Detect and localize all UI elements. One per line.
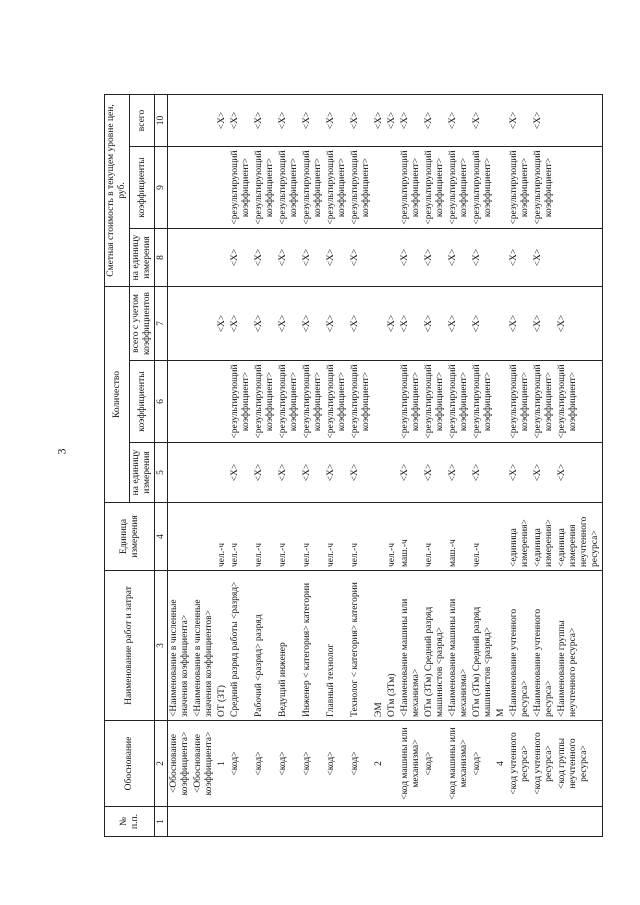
cell-cost-coef <box>192 147 216 229</box>
table-row <box>301 94 325 836</box>
cell-cost-per-unit: <X> <box>253 229 277 287</box>
header-name: Наименование работ и затрат <box>105 571 155 721</box>
cell-qty-coef: <результирующий коэффициент> <box>508 361 532 443</box>
cell-basis: <код> <box>301 721 325 807</box>
header-cost-total: всего <box>130 94 155 146</box>
cell-qty-coef <box>386 361 399 443</box>
header-cost-per-unit: на единицу измерения <box>130 229 155 287</box>
cell-qty-per-unit: <X> <box>471 443 495 503</box>
cell-basis: <Обоснование коэффициента> <box>168 721 193 807</box>
cell-qty-total: <X> <box>386 287 399 361</box>
cell-cost-coef <box>373 147 386 229</box>
table-row <box>471 94 495 836</box>
cell-qty-coef: <результирующий коэффициент> <box>277 361 301 443</box>
cell-cost-coef: <результирующий коэффициент> <box>399 147 423 229</box>
cell-qty-per-unit: <X> <box>508 443 532 503</box>
cell-name: М <box>495 571 508 721</box>
cell-qty-total: <X> <box>508 287 532 361</box>
cell-cost-coef: <результирующий коэффициент> <box>423 147 447 229</box>
cell-cost-total <box>495 94 508 146</box>
cell-basis: <код учтенного ресурса> <box>508 721 532 807</box>
table-row <box>386 94 399 836</box>
cell-unit: <единица измерения> <box>508 503 532 571</box>
cell-qty-coef: <результирующий коэффициент> <box>447 361 471 443</box>
cell-unit: чел.-ч <box>277 503 301 571</box>
cell-unit: маш.-ч <box>399 503 423 571</box>
cell-qty-coef: <результирующий коэффициент> <box>532 361 556 443</box>
cell-cost-coef: <результирующий коэффициент> <box>301 147 325 229</box>
cell-qty-coef: <результирующий коэффициент> <box>253 361 277 443</box>
cell-unit <box>373 503 386 571</box>
cell-unit <box>495 503 508 571</box>
table-row <box>325 94 349 836</box>
cell-name: ОТ (ЗТ) <box>216 571 229 721</box>
cell-cost-total: <X> <box>229 94 253 146</box>
cell-qty-per-unit: <X> <box>301 443 325 503</box>
cell-cost-total <box>168 94 193 146</box>
cell-basis: 1 <box>216 721 229 807</box>
cell-unit: <единица измерения неучтенного ресурса> <box>556 503 603 571</box>
cell-no <box>192 807 216 837</box>
cell-qty-total <box>192 287 216 361</box>
cell-name: ОТм (ЗТм) Средний разряд машинистов <разряд> <box>471 571 495 721</box>
cell-name: <Наименование в численные значения коэффициентов> <box>192 571 216 721</box>
table-row <box>277 94 301 836</box>
cell-cost-total: <X> <box>216 94 229 146</box>
cell-qty-total: <X> <box>301 287 325 361</box>
cell-basis: <код> <box>253 721 277 807</box>
cell-cost-per-unit: <X> <box>325 229 349 287</box>
cell-no <box>471 807 495 837</box>
header-quantity: Количество <box>105 287 130 503</box>
cell-no <box>229 807 253 837</box>
header-no: № п.п. <box>105 807 155 837</box>
cell-qty-coef: <результирующий коэффициент> <box>423 361 447 443</box>
cell-cost-per-unit: <X> <box>399 229 423 287</box>
cell-no <box>495 807 508 837</box>
cell-cost-per-unit: <X> <box>277 229 301 287</box>
cell-qty-total: <X> <box>253 287 277 361</box>
cell-no <box>301 807 325 837</box>
cell-no <box>349 807 373 837</box>
cell-qty-per-unit: <X> <box>532 443 556 503</box>
cell-basis: <Обоснование коэффициента> <box>192 721 216 807</box>
cell-qty-per-unit: <X> <box>447 443 471 503</box>
cell-cost-coef <box>168 147 193 229</box>
cell-qty-total: <X> <box>216 287 229 361</box>
col-number: 3 <box>155 571 168 721</box>
cell-cost-coef: <результирующий коэффициент> <box>532 147 556 229</box>
cell-cost-coef <box>556 147 603 229</box>
cell-qty-per-unit <box>192 443 216 503</box>
header-cost: Сметная стоимость в текущем уровне цен, руб. <box>105 94 130 286</box>
cell-basis: 4 <box>495 721 508 807</box>
cell-basis: <код> <box>423 721 447 807</box>
cell-cost-per-unit: <X> <box>423 229 447 287</box>
cell-qty-total: <X> <box>447 287 471 361</box>
cell-cost-coef: <результирующий коэффициент> <box>349 147 373 229</box>
cell-qty-per-unit: <X> <box>325 443 349 503</box>
col-number: 2 <box>155 721 168 807</box>
cell-qty-total: <X> <box>229 287 253 361</box>
header-qty-per-unit: на единицу измерения <box>130 443 155 503</box>
estimate-table <box>104 94 603 837</box>
cell-cost-total <box>192 94 216 146</box>
table-row <box>216 94 229 836</box>
table-row <box>532 94 556 836</box>
col-number: 8 <box>155 229 168 287</box>
cell-unit: чел.-ч <box>325 503 349 571</box>
cell-unit: маш.-ч <box>447 503 471 571</box>
cell-name: <Наименование в численные значения коэффициента> <box>168 571 193 721</box>
cell-cost-per-unit: <X> <box>229 229 253 287</box>
table-row <box>508 94 532 836</box>
cell-cost-total <box>556 94 603 146</box>
cell-qty-total: <X> <box>349 287 373 361</box>
rotated-estimate-table <box>104 95 600 837</box>
cell-cost-per-unit: <X> <box>301 229 325 287</box>
cell-basis: <код> <box>325 721 349 807</box>
cell-unit: <единица измерения> <box>532 503 556 571</box>
header-qty-coef: коэффициенты <box>130 361 155 443</box>
cell-cost-per-unit: <X> <box>447 229 471 287</box>
cell-name: Средний разряд работы <разряд> <box>229 571 253 721</box>
cell-no <box>253 807 277 837</box>
cell-qty-total <box>168 287 193 361</box>
cell-qty-total: <X> <box>399 287 423 361</box>
cell-qty-per-unit <box>216 443 229 503</box>
cell-no <box>168 807 193 837</box>
cell-name: ОТм (ЗТм) Средний разряд машинистов <разряд> <box>423 571 447 721</box>
cell-qty-coef <box>373 361 386 443</box>
cell-qty-per-unit: <X> <box>277 443 301 503</box>
header-cost-coef: коэффициенты <box>130 147 155 229</box>
cell-cost-total: <X> <box>386 94 399 146</box>
cell-cost-total: <X> <box>325 94 349 146</box>
cell-qty-total: <X> <box>532 287 556 361</box>
cell-cost-per-unit: <X> <box>471 229 495 287</box>
cell-no <box>447 807 471 837</box>
cell-no <box>556 807 603 837</box>
cell-name: Рабочий <разряд> разряд <box>253 571 277 721</box>
cell-cost-total: <X> <box>373 94 386 146</box>
header-qty-total: всего с учетом коэффициентов <box>130 287 155 361</box>
cell-cost-coef <box>495 147 508 229</box>
cell-no <box>508 807 532 837</box>
table-row <box>349 94 373 836</box>
cell-name: ЭМ <box>373 571 386 721</box>
cell-qty-per-unit: <X> <box>229 443 253 503</box>
cell-qty-coef: <результирующий коэффициент> <box>399 361 423 443</box>
cell-cost-per-unit <box>192 229 216 287</box>
cell-no <box>532 807 556 837</box>
cell-basis: <код> <box>349 721 373 807</box>
col-number: 5 <box>155 443 168 503</box>
cell-qty-per-unit: <X> <box>349 443 373 503</box>
cell-no <box>216 807 229 837</box>
cell-no <box>373 807 386 837</box>
cell-unit: чел.-ч <box>301 503 325 571</box>
col-number: 1 <box>155 807 168 837</box>
table-row <box>373 94 386 836</box>
cell-qty-coef <box>192 361 216 443</box>
cell-no <box>399 807 423 837</box>
cell-no <box>277 807 301 837</box>
cell-basis: 2 <box>373 721 386 807</box>
cell-qty-per-unit <box>495 443 508 503</box>
cell-qty-per-unit: <X> <box>423 443 447 503</box>
cell-name: <Наименование учтенного ресурса> <box>532 571 556 721</box>
cell-unit <box>168 503 193 571</box>
cell-cost-per-unit: <X> <box>532 229 556 287</box>
cell-qty-coef: <результирующий коэффициент> <box>325 361 349 443</box>
cell-cost-per-unit <box>168 229 193 287</box>
cell-cost-total: <X> <box>532 94 556 146</box>
table-row <box>399 94 423 836</box>
cell-cost-per-unit <box>373 229 386 287</box>
cell-cost-total: <X> <box>277 94 301 146</box>
cell-unit: чел.-ч <box>216 503 229 571</box>
col-number: 4 <box>155 503 168 571</box>
cell-qty-per-unit <box>386 443 399 503</box>
cell-cost-total: <X> <box>301 94 325 146</box>
cell-unit: чел.-ч <box>229 503 253 571</box>
col-number: 10 <box>155 94 168 146</box>
cell-basis: <код учтенного ресурса> <box>532 721 556 807</box>
cell-qty-total: <X> <box>556 287 603 361</box>
cell-basis: <код> <box>229 721 253 807</box>
cell-cost-per-unit: <X> <box>508 229 532 287</box>
cell-qty-total <box>373 287 386 361</box>
table-row <box>423 94 447 836</box>
cell-unit: чел.-ч <box>386 503 399 571</box>
cell-name: <Наименование машины или механизма> <box>447 571 471 721</box>
cell-basis <box>386 721 399 807</box>
cell-qty-coef: <результирующий коэффициент> <box>556 361 603 443</box>
cell-qty-per-unit <box>168 443 193 503</box>
table-row <box>447 94 471 836</box>
cell-qty-total: <X> <box>325 287 349 361</box>
cell-cost-coef: <результирующий коэффициент> <box>471 147 495 229</box>
cell-cost-coef: <результирующий коэффициент> <box>229 147 253 229</box>
cell-qty-coef: <результирующий коэффициент> <box>349 361 373 443</box>
table-row <box>192 94 216 836</box>
cell-qty-per-unit: <X> <box>399 443 423 503</box>
cell-qty-coef: <результирующий коэффициент> <box>301 361 325 443</box>
cell-cost-per-unit: <X> <box>349 229 373 287</box>
cell-qty-coef <box>216 361 229 443</box>
cell-no <box>423 807 447 837</box>
table-row <box>495 94 508 836</box>
cell-name: Технолог < категория> категории <box>349 571 373 721</box>
cell-cost-per-unit <box>216 229 229 287</box>
table-row <box>229 94 253 836</box>
cell-cost-coef <box>386 147 399 229</box>
cell-unit: чел.-ч <box>423 503 447 571</box>
cell-cost-per-unit <box>556 229 603 287</box>
cell-qty-coef <box>495 361 508 443</box>
cell-name: <Наименование машины или механизма> <box>399 571 423 721</box>
cell-cost-total: <X> <box>399 94 423 146</box>
cell-no <box>386 807 399 837</box>
cell-qty-per-unit: <X> <box>556 443 603 503</box>
cell-cost-per-unit <box>495 229 508 287</box>
cell-cost-total: <X> <box>447 94 471 146</box>
cell-cost-total: <X> <box>349 94 373 146</box>
table-row <box>253 94 277 836</box>
cell-cost-total: <X> <box>423 94 447 146</box>
cell-unit: чел.-ч <box>349 503 373 571</box>
col-number: 6 <box>155 361 168 443</box>
header-basis: Обоснование <box>105 721 155 807</box>
cell-cost-total: <X> <box>508 94 532 146</box>
cell-basis: <код> <box>277 721 301 807</box>
cell-name: <Наименование группы неучтенного ресурса> <box>556 571 603 721</box>
col-number: 9 <box>155 147 168 229</box>
cell-qty-total: <X> <box>471 287 495 361</box>
cell-qty-per-unit <box>373 443 386 503</box>
cell-cost-coef: <результирующий коэффициент> <box>253 147 277 229</box>
cell-no <box>325 807 349 837</box>
cell-unit: чел.-ч <box>253 503 277 571</box>
cell-qty-total: <X> <box>277 287 301 361</box>
cell-qty-coef <box>168 361 193 443</box>
cell-qty-coef: <результирующий коэффициент> <box>229 361 253 443</box>
page-number: 3 <box>54 448 69 455</box>
cell-name: Ведущий инженер <box>277 571 301 721</box>
cell-name: ОТм (ЗТм) <box>386 571 399 721</box>
cell-qty-coef: <результирующий коэффициент> <box>471 361 495 443</box>
cell-cost-coef <box>216 147 229 229</box>
cell-basis: <код группы неучтенного ресурса> <box>556 721 603 807</box>
cell-unit: чел.-ч <box>471 503 495 571</box>
cell-qty-total: <X> <box>423 287 447 361</box>
table-body <box>168 94 603 836</box>
cell-name: <Наименование учтенного ресурса> <box>508 571 532 721</box>
cell-cost-coef: <результирующий коэффициент> <box>508 147 532 229</box>
table-row <box>556 94 603 836</box>
cell-cost-coef: <результирующий коэффициент> <box>277 147 301 229</box>
col-number: 7 <box>155 287 168 361</box>
cell-cost-coef: <результирующий коэффициент> <box>447 147 471 229</box>
cell-qty-total <box>495 287 508 361</box>
cell-name: Главный технолог <box>325 571 349 721</box>
cell-qty-per-unit: <X> <box>253 443 277 503</box>
cell-cost-per-unit <box>386 229 399 287</box>
cell-basis: <код машины или механизма> <box>399 721 423 807</box>
header-unit: Единица измерения <box>105 503 155 571</box>
cell-name: Инженер < категория> категории <box>301 571 325 721</box>
cell-cost-total: <X> <box>253 94 277 146</box>
table-row <box>168 94 193 836</box>
cell-basis: <код машины или механизма> <box>447 721 471 807</box>
cell-cost-total: <X> <box>471 94 495 146</box>
cell-unit <box>192 503 216 571</box>
cell-cost-coef: <результирующий коэффициент> <box>325 147 349 229</box>
cell-basis: <код> <box>471 721 495 807</box>
